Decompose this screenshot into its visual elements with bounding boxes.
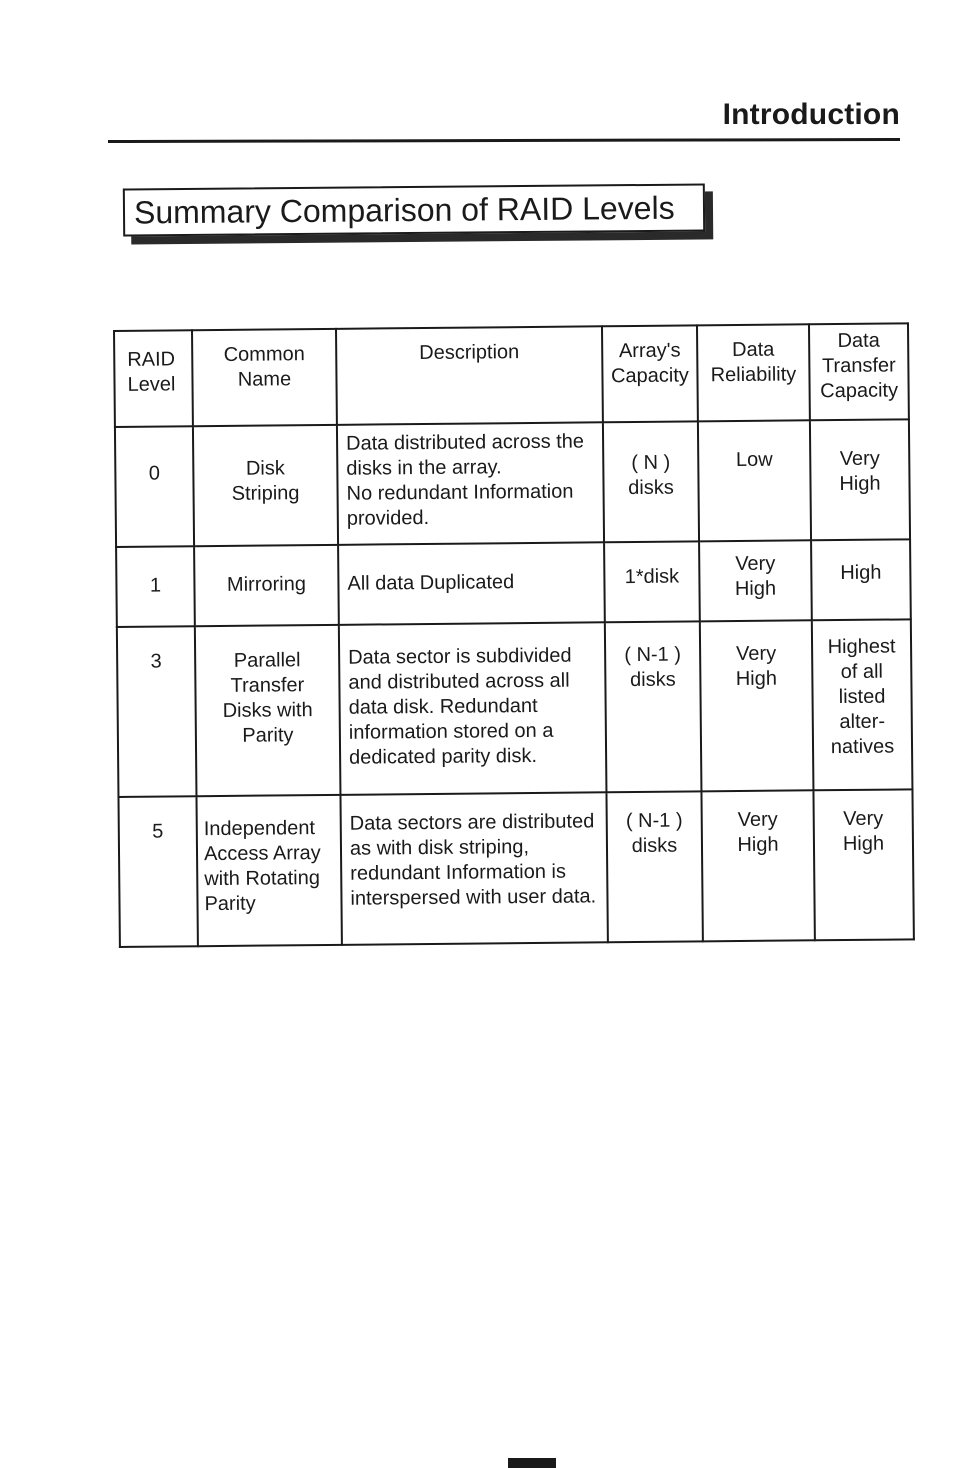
- cell-capacity: ( N-1 ) disks: [606, 791, 702, 942]
- table-row: [115, 419, 910, 547]
- cell-description: Data sectors are distributed as with disk striping, redundant Information is interspersed with user data.: [340, 792, 607, 945]
- cell-capacity: ( N ) disks: [603, 421, 699, 542]
- cell-description: Data distributed across the disks in the array. No redundant Information provided.: [337, 422, 604, 545]
- table-row: [118, 789, 913, 947]
- cell-transfer-capacity: High: [811, 539, 911, 620]
- cell-raid-level: 0: [115, 426, 194, 547]
- column-header-arrays-capacity: Array's Capacity: [602, 325, 698, 422]
- column-header-raid-level: RAID Level: [114, 330, 193, 427]
- cell-raid-level: 1: [116, 546, 195, 627]
- cell-reliability: Very High: [699, 540, 812, 621]
- column-header-description: Description: [336, 326, 603, 425]
- cell-transfer-capacity: Very High: [813, 789, 913, 940]
- cell-common-name: Parallel Transfer Disks with Parity: [195, 625, 341, 796]
- table-header-row: [114, 323, 909, 427]
- cell-raid-level: 5: [118, 796, 197, 947]
- table-row: [116, 539, 911, 627]
- cell-description: All data Duplicated: [338, 542, 605, 625]
- cell-reliability: Very High: [700, 620, 814, 791]
- cell-common-name: Mirroring: [194, 545, 339, 626]
- cell-reliability: Low: [698, 420, 811, 541]
- cell-common-name: Independent Access Array with Rotating Parity: [196, 795, 341, 946]
- column-header-data-transfer-capacity: Data Transfer Capacity: [809, 323, 909, 420]
- cell-transfer-capacity: Very High: [810, 419, 910, 540]
- raid-comparison-table: [113, 322, 915, 948]
- page-number-tab: [508, 1458, 556, 1468]
- cell-capacity: 1*disk: [604, 541, 700, 622]
- header-rule: [108, 138, 900, 143]
- column-header-data-reliability: Data Reliability: [697, 324, 810, 421]
- table-row: [117, 619, 913, 797]
- cell-common-name: Disk Striping: [193, 425, 338, 546]
- cell-raid-level: 3: [117, 626, 197, 797]
- cell-transfer-capacity: Highest of all listed alter- natives: [812, 619, 913, 790]
- page-header-title: Introduction: [722, 98, 900, 131]
- section-title: Summary Comparison of RAID Levels: [133, 189, 675, 231]
- column-header-common-name: Common Name: [192, 329, 337, 426]
- cell-capacity: ( N-1 ) disks: [605, 621, 702, 792]
- section-title-box: [123, 183, 705, 236]
- cell-reliability: Very High: [701, 790, 814, 941]
- cell-description: Data sector is subdivided and distributed across all data disk. Redundant information stored on a dedicated parity disk.: [339, 622, 607, 795]
